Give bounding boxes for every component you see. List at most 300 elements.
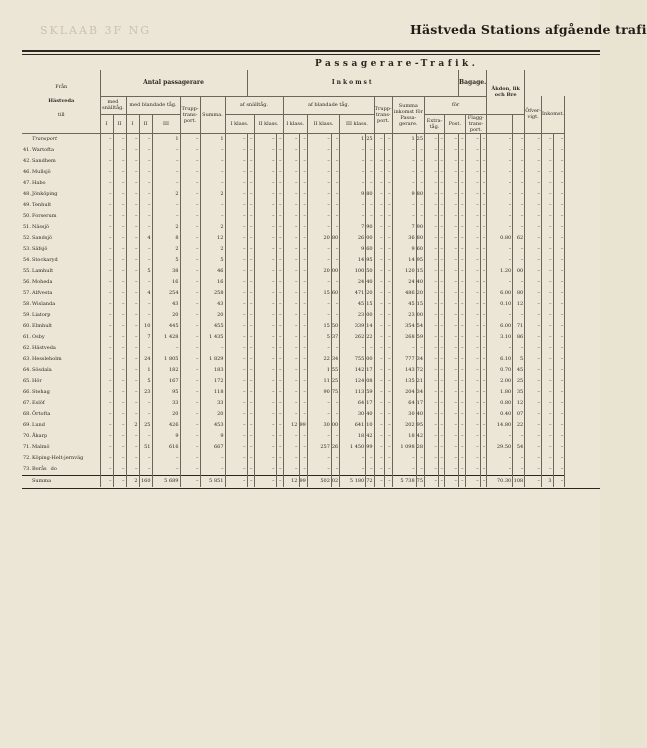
cell-bl3: 182 xyxy=(152,365,180,376)
cell-ink3-kr: 124 xyxy=(340,376,366,387)
cell-bl3: 33 xyxy=(152,398,180,409)
cell-fl-kr: – xyxy=(465,343,480,354)
cell-ink1-ore: – xyxy=(299,343,307,354)
table-row xyxy=(22,244,565,255)
cell-ink3-ore: 50 xyxy=(366,266,374,277)
cell-isn2-ore: – xyxy=(276,464,283,476)
cell-ink1-kr: – xyxy=(283,398,299,409)
cell-sum: 172 xyxy=(200,376,225,387)
cell-ink2-ore: – xyxy=(331,431,339,442)
cell-itr-ore: – xyxy=(384,442,392,453)
cell-sn1: – xyxy=(100,288,113,299)
cell-ink2-kr: – xyxy=(307,409,331,420)
cell-sum: 2 xyxy=(200,189,225,200)
station-label: Köping-Helt-jernväg xyxy=(32,455,84,461)
cell-ofvervigt: 29.50 xyxy=(487,442,513,453)
cell-isn2-ore: – xyxy=(276,167,283,178)
cell-ink2-kr: – xyxy=(307,222,331,233)
cell-akdon-b: – xyxy=(553,321,565,332)
cell-ink2-kr: – xyxy=(307,145,331,156)
cell-po-ore: – xyxy=(459,332,465,343)
cell-isn2-ore: – xyxy=(276,398,283,409)
cell-bag-inkomst: – xyxy=(513,464,525,476)
cell-po-ore: – xyxy=(459,200,465,211)
cell-bl1: – xyxy=(126,255,139,266)
cell-ink2-ore: 02 xyxy=(331,475,339,487)
cell-ink1-ore: – xyxy=(299,189,307,200)
cell-bag-inkomst: – xyxy=(513,310,525,321)
cell-isn1-ore: – xyxy=(247,343,254,354)
cell-akdon-b: – xyxy=(553,398,565,409)
cell-isn2-ore: – xyxy=(276,178,283,189)
cell-po-kr: – xyxy=(445,233,459,244)
table-row xyxy=(22,133,565,145)
cell-po-ore: – xyxy=(459,409,465,420)
cell-bl1: – xyxy=(126,244,139,255)
cell-itr-kr: – xyxy=(374,133,384,145)
row-number: 58. xyxy=(23,301,31,307)
cell-tot-ore: 72 xyxy=(416,365,424,376)
table-row xyxy=(22,288,565,299)
cell-bag-inkomst: – xyxy=(513,189,525,200)
cell-isn2-ore: – xyxy=(276,145,283,156)
cell-isn2-kr: – xyxy=(254,288,276,299)
cell-bl2: – xyxy=(139,464,152,476)
cell-ink2-ore: – xyxy=(331,211,339,222)
row-number: 53. xyxy=(23,246,31,252)
bottom-rule xyxy=(22,488,600,489)
cell-akdon-b: – xyxy=(553,376,565,387)
cell-fl-ore: – xyxy=(480,244,487,255)
cell-akdon-b: – xyxy=(553,453,565,464)
cell-ink2-ore: – xyxy=(331,167,339,178)
cell-bl3: – xyxy=(152,453,180,464)
cell-ex-kr: – xyxy=(425,133,439,145)
cell-isn1-ore: – xyxy=(247,387,254,398)
cell-po-ore: – xyxy=(459,288,465,299)
station-label: Lund xyxy=(32,422,45,428)
cell-itr-kr: – xyxy=(374,409,384,420)
cell-ex-ore: – xyxy=(439,189,445,200)
cell-itr-ore: – xyxy=(384,365,392,376)
station-label: Eslöf xyxy=(32,400,45,406)
row-number: 57. xyxy=(23,290,31,296)
cell-isn1-ore: – xyxy=(247,167,254,178)
cell-bag-inkomst: 07 xyxy=(513,409,525,420)
cell-tot-ore: 15 xyxy=(416,299,424,310)
cell-ink3-ore: 22 xyxy=(366,332,374,343)
table-row xyxy=(22,354,565,365)
cell-isn2-kr: – xyxy=(254,387,276,398)
cell-sn1: – xyxy=(100,266,113,277)
cell-sn2: – xyxy=(113,442,126,453)
cell-po-kr: – xyxy=(445,156,459,167)
cell-sn1: – xyxy=(100,299,113,310)
cell-tr: – xyxy=(180,354,200,365)
cell-tot-ore: – xyxy=(416,200,424,211)
cell-fl-ore: – xyxy=(480,266,487,277)
cell-sum: 2 xyxy=(200,222,225,233)
station-name xyxy=(22,321,100,332)
cell-ink1-ore: – xyxy=(299,354,307,365)
cell-isn2-ore: – xyxy=(276,156,283,167)
cell-sn1: – xyxy=(100,167,113,178)
cell-isn1-kr: – xyxy=(225,200,247,211)
cell-isn1-kr: – xyxy=(225,354,247,365)
traffic-table xyxy=(22,70,565,487)
cell-isn2-ore: – xyxy=(276,343,283,354)
cell-isn1-ore: – xyxy=(247,233,254,244)
cell-itr-kr: – xyxy=(374,376,384,387)
cell-itr-ore: – xyxy=(384,145,392,156)
cell-sn1: – xyxy=(100,233,113,244)
cell-fl-ore: – xyxy=(480,409,487,420)
cell-itr-kr: – xyxy=(374,266,384,277)
cell-ink1-kr: – xyxy=(283,277,299,288)
cell-sn1: – xyxy=(100,310,113,321)
cell-bag-ore: – xyxy=(525,431,542,442)
cell-isn2-ore: – xyxy=(276,299,283,310)
cell-ink1-ore: – xyxy=(299,387,307,398)
cell-bl3: 1 xyxy=(152,133,180,145)
station-name xyxy=(22,255,100,266)
cell-ex-ore: – xyxy=(439,145,445,156)
cell-isn1-kr: – xyxy=(225,167,247,178)
cell-ink2-kr: 90 xyxy=(307,387,331,398)
cell-akdon-b: – xyxy=(553,288,565,299)
cell-sn2: – xyxy=(113,376,126,387)
cell-ink1-ore: – xyxy=(299,178,307,189)
cell-ink2-ore: 00 xyxy=(331,266,339,277)
cell-bag-ore: – xyxy=(525,189,542,200)
station-label: Habo xyxy=(32,180,46,186)
header-bag-inkomst: Inkomst. xyxy=(542,96,565,133)
cell-bl1: – xyxy=(126,233,139,244)
cell-akdon-a: – xyxy=(542,420,554,431)
cell-ink1-ore: – xyxy=(299,145,307,156)
cell-ink2-kr: 20 xyxy=(307,233,331,244)
cell-isn2-ore: – xyxy=(276,288,283,299)
cell-itr-kr: – xyxy=(374,420,384,431)
cell-bag-ore: – xyxy=(525,409,542,420)
cell-ex-ore: – xyxy=(439,244,445,255)
cell-bl2: 5 xyxy=(139,376,152,387)
cell-isn2-ore: – xyxy=(276,321,283,332)
cell-akdon-b: – xyxy=(553,167,565,178)
cell-ex-ore: – xyxy=(439,332,445,343)
cell-ink2-kr: – xyxy=(307,189,331,200)
cell-ink2-ore: 80 xyxy=(331,233,339,244)
cell-ink1-ore: – xyxy=(299,156,307,167)
cell-akdon-a: – xyxy=(542,299,554,310)
cell-ink3-ore: 10 xyxy=(366,420,374,431)
cell-ink1-kr: – xyxy=(283,178,299,189)
header-bland-III: III xyxy=(152,114,180,133)
cell-tot-kr: 486 xyxy=(392,288,416,299)
cell-ink3-kr: 24 xyxy=(340,277,366,288)
cell-ink2-kr: 5 xyxy=(307,332,331,343)
cell-ink1-kr: – xyxy=(283,343,299,354)
cell-ink1-kr: – xyxy=(283,387,299,398)
cell-isn1-kr: – xyxy=(225,431,247,442)
cell-ex-kr: – xyxy=(425,178,439,189)
cell-ex-kr: – xyxy=(425,233,439,244)
cell-tr: – xyxy=(180,365,200,376)
cell-po-ore: – xyxy=(459,211,465,222)
cell-isn2-kr: – xyxy=(254,200,276,211)
cell-ink3-ore: 20 xyxy=(366,288,374,299)
cell-bl3: 20 xyxy=(152,409,180,420)
cell-akdon-b: – xyxy=(553,310,565,321)
cell-isn2-kr: – xyxy=(254,310,276,321)
cell-tr: – xyxy=(180,332,200,343)
cell-bl1: – xyxy=(126,354,139,365)
station-label: Malmö xyxy=(32,444,50,450)
cell-itr-ore: – xyxy=(384,431,392,442)
cell-bl2: – xyxy=(139,133,152,145)
cell-po-kr: – xyxy=(445,365,459,376)
cell-isn2-kr: – xyxy=(254,332,276,343)
cell-ink2-ore: – xyxy=(331,244,339,255)
cell-po-kr: – xyxy=(445,310,459,321)
cell-ink1-ore: 99 xyxy=(299,420,307,431)
cell-ofvervigt: – xyxy=(487,343,513,354)
table-row xyxy=(22,310,565,321)
cell-ink1-kr: – xyxy=(283,365,299,376)
cell-isn1-ore: – xyxy=(247,200,254,211)
row-number: 71. xyxy=(23,444,31,450)
cell-fl-ore: – xyxy=(480,365,487,376)
cell-tot-ore: – xyxy=(416,211,424,222)
cell-bag-ore: – xyxy=(525,277,542,288)
cell-po-ore: – xyxy=(459,431,465,442)
header-trupp: Trupp-trans-port. xyxy=(180,96,200,133)
cell-ink3-kr: 1 450 xyxy=(340,442,366,453)
cell-tot-ore: – xyxy=(416,343,424,354)
cell-fl-ore: – xyxy=(480,343,487,354)
cell-tot-ore: 00 xyxy=(416,310,424,321)
cell-tr: – xyxy=(180,156,200,167)
cell-ex-kr: – xyxy=(425,321,439,332)
cell-sn2: – xyxy=(113,299,126,310)
cell-ink2-kr: – xyxy=(307,255,331,266)
cell-fl-ore: – xyxy=(480,255,487,266)
cell-ex-ore: – xyxy=(439,365,445,376)
cell-sn1: – xyxy=(100,222,113,233)
cell-ex-kr: – xyxy=(425,145,439,156)
cell-sn2: – xyxy=(113,244,126,255)
top-rule-thin xyxy=(22,54,600,55)
cell-isn1-ore: – xyxy=(247,310,254,321)
cell-ofvervigt: 0.40 xyxy=(487,409,513,420)
cell-ink3-kr: 18 xyxy=(340,431,366,442)
cell-ink2-kr: 257 xyxy=(307,442,331,453)
cell-bag-ore: – xyxy=(525,266,542,277)
cell-ink2-ore: 50 xyxy=(331,321,339,332)
cell-ex-kr: – xyxy=(425,266,439,277)
cell-sum: 12 xyxy=(200,233,225,244)
cell-ink2-ore: – xyxy=(331,409,339,420)
cell-fl-ore: – xyxy=(480,288,487,299)
cell-bag-ore: – xyxy=(525,420,542,431)
cell-po-ore: – xyxy=(459,156,465,167)
cell-ink2-kr: 11 xyxy=(307,376,331,387)
station-label: Borås xyxy=(32,466,47,472)
station-name xyxy=(22,233,100,244)
cell-isn1-ore: – xyxy=(247,376,254,387)
cell-ex-ore: – xyxy=(439,133,445,145)
cell-ex-kr: – xyxy=(425,189,439,200)
cell-po-ore: – xyxy=(459,365,465,376)
cell-akdon-b: – xyxy=(553,343,565,354)
cell-ink2-ore: – xyxy=(331,255,339,266)
cell-isn1-ore: – xyxy=(247,420,254,431)
cell-akdon-b: – xyxy=(553,244,565,255)
cell-akdon-b: – xyxy=(553,266,565,277)
row-number: 68. xyxy=(23,411,31,417)
cell-bag-inkomst: – xyxy=(513,244,525,255)
cell-ink2-ore: – xyxy=(331,464,339,476)
cell-ex-ore: – xyxy=(439,277,445,288)
cell-ex-kr: – xyxy=(425,365,439,376)
cell-itr-ore: – xyxy=(384,178,392,189)
cell-ink1-ore: – xyxy=(299,409,307,420)
cell-bag-inkomst: 12 xyxy=(513,299,525,310)
cell-po-kr: – xyxy=(445,442,459,453)
cell-bl2: 4 xyxy=(139,233,152,244)
cell-tot-kr: 120 xyxy=(392,266,416,277)
cell-isn2-kr: – xyxy=(254,398,276,409)
cell-ink2-kr: – xyxy=(307,398,331,409)
cell-sn1: – xyxy=(100,442,113,453)
cell-ex-kr: – xyxy=(425,453,439,464)
cell-ink1-kr: – xyxy=(283,244,299,255)
cell-tot-kr: 24 xyxy=(392,277,416,288)
cell-po-ore: – xyxy=(459,343,465,354)
cell-itr-ore: – xyxy=(384,332,392,343)
table-row xyxy=(22,211,565,222)
cell-fl-ore: – xyxy=(480,332,487,343)
cell-bag-inkomst: 12 xyxy=(513,398,525,409)
cell-ex-ore: – xyxy=(439,178,445,189)
cell-sn2: – xyxy=(113,321,126,332)
cell-tr: – xyxy=(180,277,200,288)
cell-ink3-kr: – xyxy=(340,145,366,156)
station-name xyxy=(22,200,100,211)
cell-tr: – xyxy=(180,442,200,453)
cell-itr-ore: – xyxy=(384,321,392,332)
cell-itr-ore: – xyxy=(384,387,392,398)
cell-akdon-b: – xyxy=(553,178,565,189)
cell-fl-kr: – xyxy=(465,167,480,178)
cell-bl2: 23 xyxy=(139,387,152,398)
cell-ink2-ore: 00 xyxy=(331,420,339,431)
row-number: 72. xyxy=(23,455,31,461)
cell-isn2-kr: – xyxy=(254,420,276,431)
cell-ex-ore: – xyxy=(439,464,445,476)
cell-isn2-ore: – xyxy=(276,211,283,222)
cell-ex-kr: – xyxy=(425,442,439,453)
station-label: Transport xyxy=(32,136,58,142)
station-name xyxy=(22,431,100,442)
header-antal: Antal passagerare xyxy=(100,70,247,96)
cell-tot-ore: – xyxy=(416,167,424,178)
cell-ink2-kr: – xyxy=(307,156,331,167)
cell-ink2-kr: 502 xyxy=(307,475,331,487)
station-name xyxy=(22,244,100,255)
cell-bl1: – xyxy=(126,431,139,442)
cell-po-ore: – xyxy=(459,442,465,453)
cell-tr: – xyxy=(180,288,200,299)
cell-ex-kr: – xyxy=(425,200,439,211)
cell-po-kr: – xyxy=(445,464,459,476)
cell-ink1-ore: – xyxy=(299,255,307,266)
cell-itr-kr: – xyxy=(374,431,384,442)
cell-tot-kr: 354 xyxy=(392,321,416,332)
cell-ink3-kr: 64 xyxy=(340,398,366,409)
cell-fl-ore: – xyxy=(480,310,487,321)
cell-tot-kr: 1 098 xyxy=(392,442,416,453)
station-label: Tenhult xyxy=(32,202,52,208)
cell-isn2-ore: – xyxy=(276,365,283,376)
cell-akdon-b: – xyxy=(553,354,565,365)
cell-fl-ore: – xyxy=(480,145,487,156)
cell-itr-ore: – xyxy=(384,376,392,387)
header-inkomst: Inkomst xyxy=(247,70,459,96)
cell-isn1-kr: – xyxy=(225,156,247,167)
cell-fl-kr: – xyxy=(465,321,480,332)
cell-fl-ore: – xyxy=(480,376,487,387)
station-label: Liatorp xyxy=(32,312,51,318)
cell-fl-kr: – xyxy=(465,178,480,189)
cell-itr-ore: – xyxy=(384,222,392,233)
cell-isn2-ore: – xyxy=(276,431,283,442)
cell-sum: 20 xyxy=(200,409,225,420)
cell-po-kr: – xyxy=(445,299,459,310)
cell-ink3-ore: – xyxy=(366,178,374,189)
cell-ink1-ore: – xyxy=(299,310,307,321)
cell-bl2: 25 xyxy=(139,420,152,431)
cell-itr-ore: – xyxy=(384,310,392,321)
cell-ink2-kr: – xyxy=(307,464,331,476)
cell-sn2: – xyxy=(113,332,126,343)
cell-ink1-ore: – xyxy=(299,233,307,244)
cell-isn1-ore: – xyxy=(247,299,254,310)
cell-tr: – xyxy=(180,222,200,233)
cell-tr: – xyxy=(180,464,200,476)
cell-ofvervigt: – xyxy=(487,222,513,233)
cell-ink3-kr: – xyxy=(340,211,366,222)
cell-ink3-kr: 30 xyxy=(340,409,366,420)
cell-ex-kr: – xyxy=(425,409,439,420)
cell-isn1-kr: – xyxy=(225,133,247,145)
cell-ex-kr: – xyxy=(425,376,439,387)
cell-fl-ore: – xyxy=(480,277,487,288)
cell-tot-kr: 1 xyxy=(392,133,416,145)
cell-bl3: 20 xyxy=(152,310,180,321)
cell-ink1-kr: 12 xyxy=(283,420,299,431)
cell-ink3-ore: 60 xyxy=(366,244,374,255)
station-label: Wislanda xyxy=(32,301,56,307)
cell-tr: – xyxy=(180,321,200,332)
row-number: 67. xyxy=(23,400,31,406)
cell-tr: – xyxy=(180,133,200,145)
cell-tot-kr: 9 xyxy=(392,244,416,255)
cell-bl3: – xyxy=(152,156,180,167)
station-name xyxy=(22,189,100,200)
station-name xyxy=(22,409,100,420)
cell-sn1: – xyxy=(100,453,113,464)
